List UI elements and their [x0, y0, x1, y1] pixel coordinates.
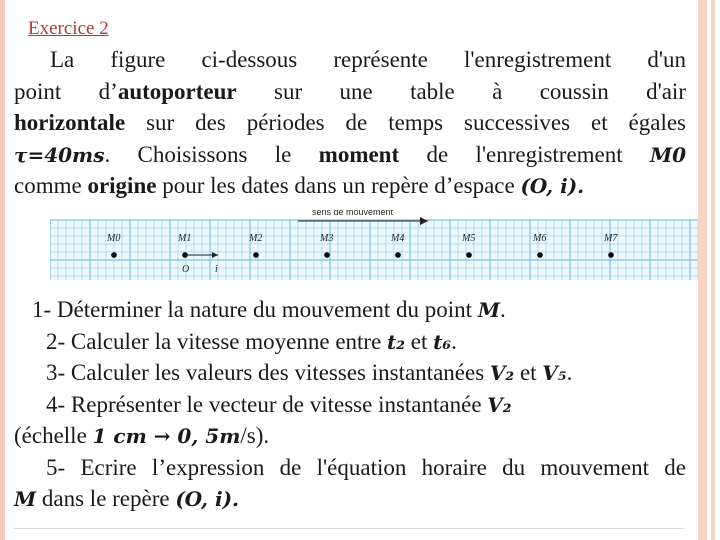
question-text: dans le repère	[41, 486, 170, 511]
question-text: 5- Ecrire l’expression de l'équation horaire du mouvement de	[46, 454, 686, 480]
point-dot	[608, 252, 614, 258]
math-symbol: V₅	[542, 361, 567, 385]
unit-vector-label: i	[215, 263, 218, 275]
question-1	[14, 294, 686, 326]
point-dot	[537, 252, 543, 258]
point-label: M4	[391, 232, 405, 244]
direction-label: sens de mouvement	[312, 209, 394, 217]
recording-figure	[50, 210, 698, 280]
exercise-title: Exercice 2	[28, 18, 109, 39]
math-symbol: 1 cm → 0, 5m	[92, 424, 241, 448]
math-symbol: t₆	[433, 329, 452, 354]
math-symbol: V₂	[487, 392, 512, 417]
math-symbol: t₂	[387, 329, 406, 354]
intro-bold: autoporteur	[117, 78, 237, 104]
intro-text: pour les dates dans un repère d’espace	[162, 173, 515, 198]
question-4	[14, 389, 686, 421]
question-text: et	[519, 360, 537, 385]
left-border	[0, 0, 5, 540]
intro-text: sur des périodes de temps successives et égales	[146, 110, 686, 135]
question-4-scale	[14, 420, 686, 452]
math-symbol: M0	[649, 142, 687, 167]
intro-bold: horizontale	[14, 110, 126, 135]
intro-bold: origine	[87, 173, 157, 198]
point-dot	[111, 252, 117, 258]
point-label: M5	[462, 232, 476, 244]
math-symbol: (O, i).	[520, 174, 585, 198]
point-label: M2	[249, 232, 263, 244]
tau-formula: τ=40ms	[14, 142, 105, 167]
math-symbol: (O, i).	[175, 487, 240, 511]
intro-text: point d’	[14, 78, 118, 104]
question-text: (échelle	[14, 423, 87, 448]
question-5	[14, 452, 686, 484]
intro-text: La figure ci-dessous représente l'enregistrement d'un	[50, 47, 686, 72]
footer-divider	[14, 528, 684, 529]
intro-text: de l'enregistrement	[426, 141, 623, 167]
right-border-stripe	[698, 0, 707, 540]
intro-bold: moment	[318, 141, 400, 167]
point-dot	[324, 252, 330, 258]
question-3	[14, 357, 686, 389]
exercise-content	[14, 44, 686, 515]
intro-line-2	[14, 76, 686, 108]
question-text: 2- Calculer la vitesse moyenne entre	[46, 328, 382, 354]
point-label: M3	[320, 232, 334, 244]
question-text: et	[410, 328, 428, 354]
point-label: M1	[178, 232, 192, 244]
point-dot	[466, 252, 472, 258]
intro-line-1	[14, 44, 686, 76]
question-text: .	[566, 360, 573, 385]
question-text: 3- Calculer les valeurs des vitesses instantanées	[46, 360, 485, 385]
point-label: M0	[107, 232, 121, 244]
intro-text: . Choisissons le	[104, 141, 292, 167]
question-2	[14, 326, 686, 358]
point-label: M7	[604, 232, 618, 244]
question-text: /s).	[240, 423, 270, 448]
intro-line-5	[14, 170, 686, 202]
question-text: .	[451, 328, 457, 354]
intro-line-4	[14, 139, 686, 171]
intro-line-3	[14, 107, 686, 139]
point-dot	[253, 252, 259, 258]
question-text: 4- Représenter le vecteur de vitesse instantanée	[46, 391, 482, 417]
intro-text: comme	[14, 173, 82, 198]
right-border-stripe-2	[711, 0, 715, 540]
origin-label: O	[182, 263, 190, 275]
point-label: M6	[533, 232, 547, 244]
math-symbol: M	[477, 298, 500, 322]
question-text: .	[499, 297, 506, 322]
question-5-cont	[14, 483, 686, 515]
math-symbol: V₂	[489, 361, 515, 385]
question-text: 1- Déterminer la nature du mouvement du point	[32, 297, 473, 322]
grid-background	[50, 220, 698, 280]
intro-text: sur une table à coussin d'air	[274, 78, 686, 104]
point-dot	[395, 252, 401, 258]
math-symbol: M	[14, 487, 37, 511]
